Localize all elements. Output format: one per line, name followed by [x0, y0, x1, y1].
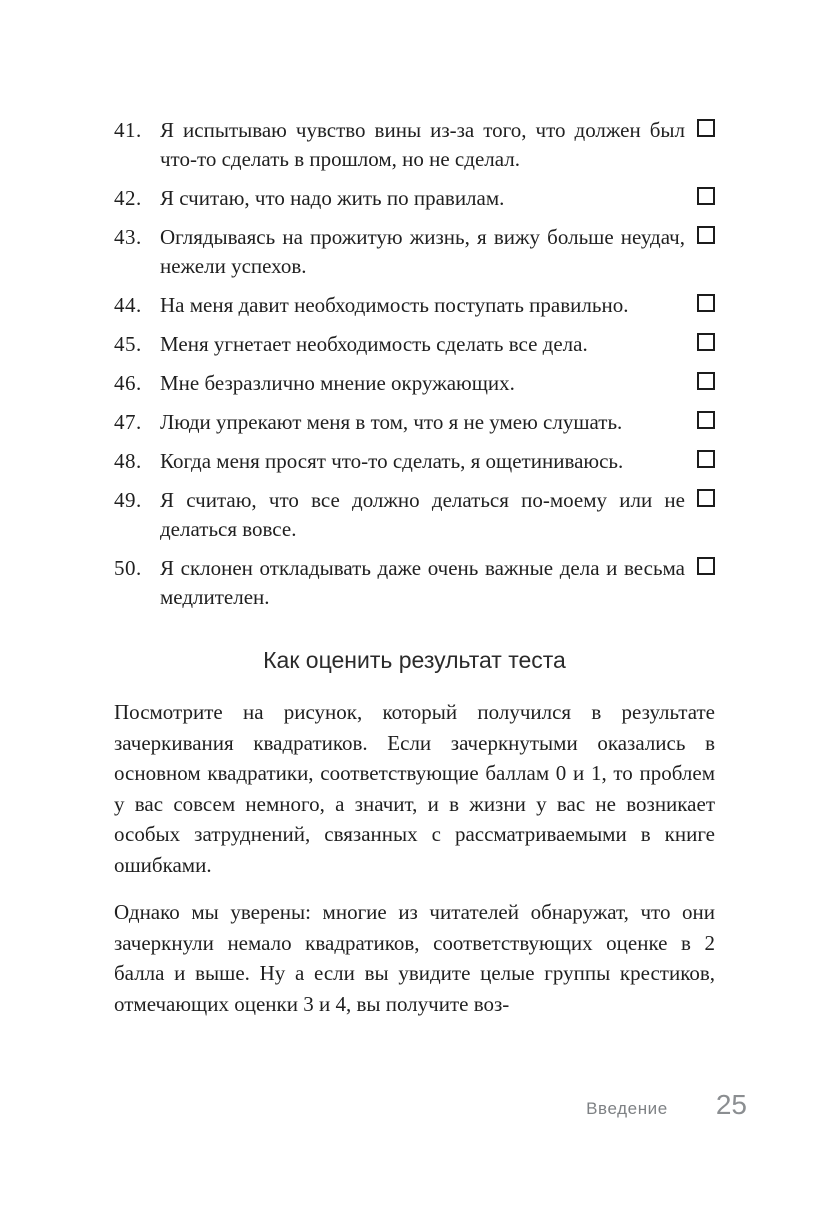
- item-text: Я считаю, что надо жить по правилам.: [160, 186, 505, 210]
- item-number: 48.: [114, 449, 142, 473]
- item-number: 44.: [114, 293, 142, 317]
- answer-checkbox[interactable]: [697, 226, 715, 244]
- quiz-item: [114, 116, 715, 174]
- answer-checkbox[interactable]: [697, 372, 715, 390]
- quiz-item: [114, 291, 715, 320]
- quiz-item: [114, 330, 715, 359]
- item-text: Я склонен откладывать даже очень важные дела и весьма медлителен.: [160, 556, 685, 609]
- quiz-item: [114, 223, 715, 281]
- paragraph: Однако мы уверены: многие из читателей обнаружат, что они зачеркнули немало квадратиков, соответствующих оценке в 2 балла и выше. Ну а если вы увидите целые группы крестиков, отмечающих оценки 3 и 4, вы получите воз-: [114, 900, 715, 1016]
- page-footer: [586, 1089, 747, 1121]
- section-heading: Как оценить результат теста: [263, 647, 566, 673]
- item-number: 46.: [114, 371, 142, 395]
- body-text: [114, 697, 715, 1019]
- quiz-item: [114, 369, 715, 398]
- item-number: 49.: [114, 488, 142, 512]
- quiz-list: [114, 116, 715, 612]
- item-text: Люди упрекают меня в том, что я не умею слушать.: [160, 410, 623, 434]
- item-number: 50.: [114, 556, 142, 580]
- item-text: На меня давит необходимость поступать правильно.: [160, 293, 629, 317]
- quiz-item: [114, 184, 715, 213]
- answer-checkbox[interactable]: [697, 119, 715, 137]
- item-text: Я считаю, что все должно делаться по-моему или не делаться вовсе.: [160, 488, 685, 541]
- item-number: 43.: [114, 225, 142, 249]
- quiz-item: [114, 408, 715, 437]
- item-number: 41.: [114, 118, 142, 142]
- answer-checkbox[interactable]: [697, 187, 715, 205]
- answer-checkbox[interactable]: [697, 294, 715, 312]
- item-number: 42.: [114, 186, 142, 210]
- answer-checkbox[interactable]: [697, 333, 715, 351]
- answer-checkbox[interactable]: [697, 450, 715, 468]
- answer-checkbox[interactable]: [697, 489, 715, 507]
- page-content: [114, 116, 715, 1036]
- quiz-item: [114, 554, 715, 612]
- item-number: 45.: [114, 332, 142, 356]
- quiz-item: [114, 447, 715, 476]
- answer-checkbox[interactable]: [697, 557, 715, 575]
- item-text: Я испытываю чувство вины из-за того, что должен был что-то сделать в прошлом, но не сделал.: [160, 118, 685, 171]
- paragraph: Посмотрите на рисунок, который получился в результате зачеркивания квадратиков. Если зачеркнутыми оказались в основном квадратики, соответствующие баллам 0 и 1, то проблем у вас совсем немного, а значит, и в жизни у вас не возникает особых затруднений, связанных с рассматриваемыми в книге ошибками.: [114, 700, 715, 877]
- answer-checkbox[interactable]: [697, 411, 715, 429]
- item-number: 47.: [114, 410, 142, 434]
- item-text: Меня угнетает необходимость сделать все дела.: [160, 332, 588, 356]
- item-text: Когда меня просят что-то сделать, я ощетиниваюсь.: [160, 449, 624, 473]
- quiz-item: [114, 486, 715, 544]
- item-text: Оглядываясь на прожитую жизнь, я вижу больше неудач, нежели успехов.: [160, 225, 685, 278]
- item-text: Мне безразлично мнение окружающих.: [160, 371, 515, 395]
- page-number: 25: [715, 1089, 747, 1120]
- chapter-label: Введение: [586, 1099, 668, 1118]
